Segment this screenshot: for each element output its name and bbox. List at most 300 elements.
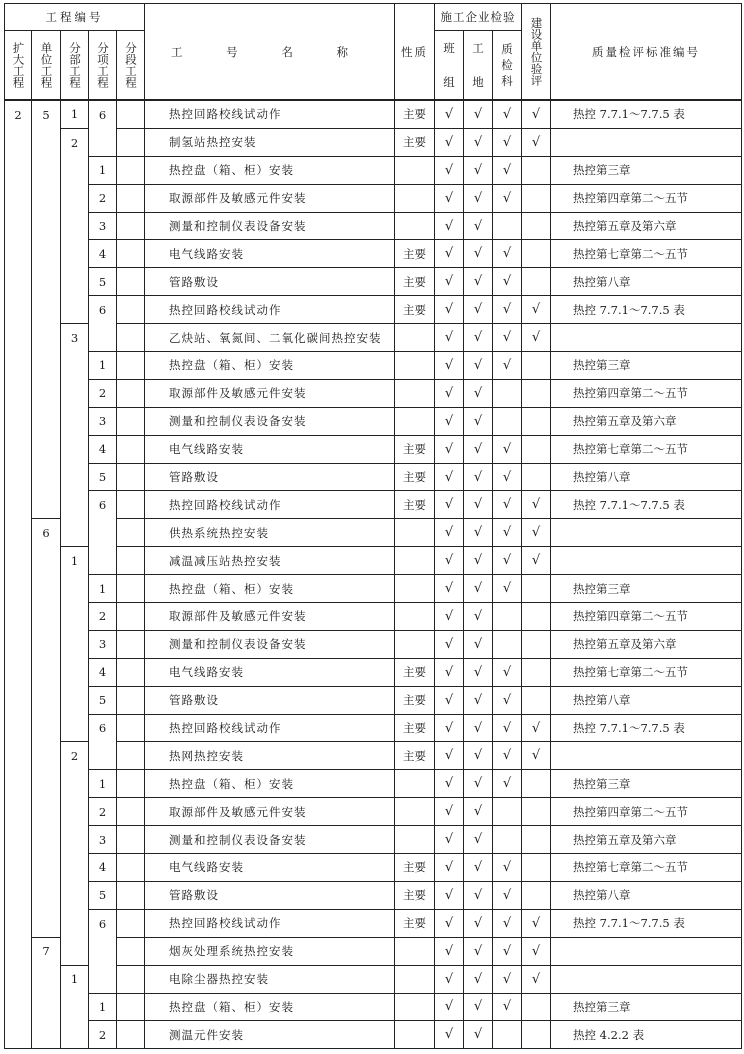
table-row <box>5 770 742 798</box>
header-fenduan: 分段工程 <box>117 31 145 101</box>
cell-zhijian <box>493 798 522 826</box>
cell-fenxiang: 3 <box>89 407 117 435</box>
cell-fenbu <box>61 240 89 268</box>
cell-zhijian <box>493 630 522 658</box>
cell-gongdi: √ <box>464 686 493 714</box>
cell-fenduan <box>117 993 145 1021</box>
cell-fenxiang: 4 <box>89 240 117 268</box>
header-danwei: 单位工程 <box>32 31 61 101</box>
cell-gongdi: √ <box>464 156 493 184</box>
cell-kuoda <box>5 686 32 714</box>
cell-nature <box>395 770 435 798</box>
cell-kuoda <box>5 575 32 603</box>
cell-zhijian: √ <box>493 658 522 686</box>
cell-fenbu <box>61 993 89 1021</box>
cell-fenxiang: 1 <box>89 352 117 380</box>
cell-fenbu: 2 <box>61 128 89 156</box>
cell-name: 热控回路校线试动作 <box>145 714 395 742</box>
cell-fenxiang <box>89 742 117 770</box>
cell-name: 热控回路校线试动作 <box>145 296 395 324</box>
cell-fenxiang: 2 <box>89 798 117 826</box>
cell-standard: 热控第三章 <box>551 352 742 380</box>
cell-kuoda <box>5 630 32 658</box>
cell-fenxiang: 1 <box>89 575 117 603</box>
cell-name: 制氢站热控安装 <box>145 128 395 156</box>
table-row <box>5 407 742 435</box>
cell-kuoda <box>5 547 32 575</box>
cell-fenbu <box>61 491 89 519</box>
cell-kuoda <box>5 352 32 380</box>
cell-name: 热控盘（箱、柜）安装 <box>145 770 395 798</box>
cell-fenduan <box>117 268 145 296</box>
cell-fenxiang: 2 <box>89 184 117 212</box>
cell-name: 热控盘（箱、柜）安装 <box>145 156 395 184</box>
cell-nature: 主要 <box>395 686 435 714</box>
cell-jianshe <box>522 407 551 435</box>
cell-nature <box>395 993 435 1021</box>
cell-fenbu <box>61 909 89 937</box>
cell-jianshe: √ <box>522 491 551 519</box>
cell-fenbu: 3 <box>61 324 89 352</box>
cell-nature: 主要 <box>395 240 435 268</box>
cell-name: 电气线路安装 <box>145 240 395 268</box>
cell-kuoda <box>5 184 32 212</box>
cell-fenduan <box>117 296 145 324</box>
cell-kuoda <box>5 519 32 547</box>
cell-fenbu <box>61 770 89 798</box>
table-row <box>5 379 742 407</box>
cell-gongdi: √ <box>464 379 493 407</box>
cell-gongdi: √ <box>464 491 493 519</box>
cell-nature <box>395 184 435 212</box>
cell-banzu: √ <box>435 240 464 268</box>
header-zhijian: 质 检 科 <box>493 31 522 101</box>
cell-fenxiang: 2 <box>89 1021 117 1049</box>
cell-nature: 主要 <box>395 658 435 686</box>
cell-zhijian: √ <box>493 128 522 156</box>
cell-fenxiang: 5 <box>89 686 117 714</box>
cell-zhijian: √ <box>493 854 522 882</box>
cell-fenxiang: 1 <box>89 156 117 184</box>
cell-kuoda <box>5 491 32 519</box>
cell-standard <box>551 128 742 156</box>
cell-standard: 热控第三章 <box>551 156 742 184</box>
cell-name: 管路敷设 <box>145 463 395 491</box>
cell-gongdi: √ <box>464 630 493 658</box>
cell-zhijian: √ <box>493 352 522 380</box>
cell-fenbu <box>61 603 89 631</box>
cell-kuoda <box>5 407 32 435</box>
cell-fenxiang <box>89 965 117 993</box>
cell-danwei <box>32 435 61 463</box>
cell-zhijian <box>493 603 522 631</box>
cell-fenbu <box>61 519 89 547</box>
cell-fenduan <box>117 630 145 658</box>
cell-jianshe <box>522 379 551 407</box>
cell-kuoda <box>5 881 32 909</box>
cell-gongdi: √ <box>464 826 493 854</box>
cell-nature <box>395 212 435 240</box>
cell-fenduan <box>117 156 145 184</box>
cell-standard: 热控第八章 <box>551 268 742 296</box>
header-construction-group: 施工企业检验 <box>435 4 522 31</box>
cell-gongdi: √ <box>464 268 493 296</box>
cell-fenduan <box>117 407 145 435</box>
table-row <box>5 268 742 296</box>
cell-gongdi: √ <box>464 547 493 575</box>
table-row <box>5 798 742 826</box>
cell-fenduan <box>117 128 145 156</box>
cell-fenbu <box>61 435 89 463</box>
cell-fenbu <box>61 268 89 296</box>
cell-jianshe <box>522 993 551 1021</box>
cell-gongdi: √ <box>464 993 493 1021</box>
cell-zhijian: √ <box>493 770 522 798</box>
cell-fenxiang <box>89 547 117 575</box>
cell-fenduan <box>117 937 145 965</box>
table-row <box>5 324 742 352</box>
header-owner-eval: 建设单位验评 <box>522 4 551 101</box>
cell-fenxiang: 2 <box>89 379 117 407</box>
table-row <box>5 881 742 909</box>
cell-danwei: 7 <box>32 937 61 965</box>
table-body <box>5 100 742 1049</box>
cell-danwei <box>32 352 61 380</box>
cell-zhijian: √ <box>493 296 522 324</box>
cell-gongdi: √ <box>464 575 493 603</box>
cell-fenbu <box>61 881 89 909</box>
cell-zhijian: √ <box>493 909 522 937</box>
cell-fenxiang: 1 <box>89 993 117 1021</box>
table-row <box>5 212 742 240</box>
cell-banzu: √ <box>435 798 464 826</box>
cell-nature: 主要 <box>395 435 435 463</box>
cell-banzu: √ <box>435 826 464 854</box>
cell-danwei <box>32 463 61 491</box>
cell-zhijian: √ <box>493 575 522 603</box>
cell-danwei <box>32 128 61 156</box>
table-row <box>5 128 742 156</box>
cell-gongdi: √ <box>464 463 493 491</box>
cell-gongdi: √ <box>464 296 493 324</box>
table-row <box>5 854 742 882</box>
cell-danwei <box>32 714 61 742</box>
cell-fenbu <box>61 1021 89 1049</box>
cell-zhijian: √ <box>493 965 522 993</box>
cell-standard: 热控第四章第二～五节 <box>551 603 742 631</box>
table-row <box>5 714 742 742</box>
header-fenbu: 分部工程 <box>61 31 89 101</box>
cell-fenbu <box>61 352 89 380</box>
cell-danwei <box>32 909 61 937</box>
table-row <box>5 965 742 993</box>
cell-fenduan <box>117 770 145 798</box>
cell-nature <box>395 324 435 352</box>
table-row <box>5 352 742 380</box>
table-row <box>5 826 742 854</box>
cell-standard <box>551 742 742 770</box>
cell-danwei <box>32 547 61 575</box>
cell-zhijian: √ <box>493 324 522 352</box>
cell-fenduan <box>117 491 145 519</box>
cell-zhijian: √ <box>493 686 522 714</box>
cell-fenduan <box>117 352 145 380</box>
cell-jianshe: √ <box>522 965 551 993</box>
header-nature: 性质 <box>395 4 435 101</box>
cell-standard: 热控第五章及第六章 <box>551 826 742 854</box>
cell-standard: 热控第五章及第六章 <box>551 407 742 435</box>
cell-fenduan <box>117 854 145 882</box>
cell-standard: 热控第四章第二～五节 <box>551 379 742 407</box>
cell-name: 测温元件安装 <box>145 1021 395 1049</box>
cell-danwei <box>32 1021 61 1049</box>
cell-name: 取源部件及敏感元件安装 <box>145 379 395 407</box>
cell-standard: 热控第八章 <box>551 463 742 491</box>
cell-danwei <box>32 603 61 631</box>
cell-gongdi: √ <box>464 184 493 212</box>
cell-fenxiang: 6 <box>89 714 117 742</box>
cell-name: 热控盘（箱、柜）安装 <box>145 993 395 1021</box>
cell-fenbu <box>61 937 89 965</box>
cell-fenbu <box>61 184 89 212</box>
cell-danwei <box>32 296 61 324</box>
cell-danwei <box>32 491 61 519</box>
cell-gongdi: √ <box>464 352 493 380</box>
cell-standard: 热控第七章第二～五节 <box>551 658 742 686</box>
cell-zhijian <box>493 407 522 435</box>
cell-zhijian: √ <box>493 268 522 296</box>
cell-fenduan <box>117 463 145 491</box>
cell-name: 供热系统热控安装 <box>145 519 395 547</box>
cell-fenbu <box>61 658 89 686</box>
cell-gongdi: √ <box>464 435 493 463</box>
header-kuoda: 扩大工程 <box>5 31 32 101</box>
cell-nature <box>395 379 435 407</box>
cell-nature <box>395 603 435 631</box>
table-row <box>5 463 742 491</box>
cell-danwei <box>32 379 61 407</box>
cell-zhijian: √ <box>493 184 522 212</box>
cell-banzu: √ <box>435 575 464 603</box>
cell-banzu: √ <box>435 435 464 463</box>
table-row <box>5 630 742 658</box>
cell-fenbu <box>61 686 89 714</box>
table-row <box>5 993 742 1021</box>
cell-banzu: √ <box>435 296 464 324</box>
cell-danwei <box>32 658 61 686</box>
cell-banzu: √ <box>435 519 464 547</box>
cell-standard: 热控第七章第二～五节 <box>551 240 742 268</box>
cell-gongdi: √ <box>464 937 493 965</box>
cell-standard: 热控第三章 <box>551 575 742 603</box>
cell-kuoda <box>5 826 32 854</box>
cell-standard: 热控 7.7.1～7.7.5 表 <box>551 296 742 324</box>
cell-kuoda <box>5 379 32 407</box>
table-row <box>5 100 742 128</box>
cell-danwei <box>32 993 61 1021</box>
cell-name: 热控盘（箱、柜）安装 <box>145 575 395 603</box>
cell-banzu: √ <box>435 463 464 491</box>
table-row <box>5 658 742 686</box>
table-row <box>5 547 742 575</box>
cell-standard: 热控第七章第二～五节 <box>551 854 742 882</box>
header-group-number: 工程编号 <box>5 4 145 31</box>
cell-standard <box>551 519 742 547</box>
cell-name: 热控回路校线试动作 <box>145 100 395 128</box>
cell-gongdi: √ <box>464 212 493 240</box>
cell-name: 取源部件及敏感元件安装 <box>145 798 395 826</box>
cell-fenbu <box>61 854 89 882</box>
table-row <box>5 603 742 631</box>
cell-banzu: √ <box>435 156 464 184</box>
cell-fenduan <box>117 379 145 407</box>
cell-jianshe <box>522 575 551 603</box>
cell-danwei <box>32 324 61 352</box>
cell-nature: 主要 <box>395 463 435 491</box>
cell-fenduan <box>117 965 145 993</box>
cell-fenduan <box>117 714 145 742</box>
cell-kuoda <box>5 770 32 798</box>
cell-zhijian: √ <box>493 240 522 268</box>
cell-jianshe <box>522 770 551 798</box>
cell-standard: 热控第八章 <box>551 686 742 714</box>
cell-zhijian: √ <box>493 491 522 519</box>
cell-jianshe <box>522 352 551 380</box>
cell-name: 管路敷设 <box>145 686 395 714</box>
cell-zhijian: √ <box>493 742 522 770</box>
cell-danwei <box>32 965 61 993</box>
cell-fenduan <box>117 658 145 686</box>
cell-fenxiang: 3 <box>89 212 117 240</box>
cell-gongdi: √ <box>464 742 493 770</box>
cell-nature <box>395 407 435 435</box>
cell-kuoda <box>5 937 32 965</box>
cell-danwei <box>32 770 61 798</box>
cell-jianshe: √ <box>522 547 551 575</box>
cell-banzu: √ <box>435 881 464 909</box>
cell-kuoda <box>5 324 32 352</box>
cell-jianshe: √ <box>522 742 551 770</box>
cell-nature <box>395 352 435 380</box>
cell-danwei: 5 <box>32 100 61 128</box>
header-name: 工 号 名 称 <box>145 4 395 101</box>
cell-jianshe: √ <box>522 937 551 965</box>
cell-banzu: √ <box>435 714 464 742</box>
cell-kuoda <box>5 156 32 184</box>
cell-fenbu <box>61 463 89 491</box>
cell-banzu: √ <box>435 100 464 128</box>
cell-gongdi: √ <box>464 854 493 882</box>
cell-fenxiang: 5 <box>89 881 117 909</box>
cell-jianshe: √ <box>522 100 551 128</box>
cell-kuoda <box>5 993 32 1021</box>
cell-standard <box>551 965 742 993</box>
cell-banzu: √ <box>435 909 464 937</box>
cell-gongdi: √ <box>464 714 493 742</box>
cell-name: 取源部件及敏感元件安装 <box>145 184 395 212</box>
cell-banzu: √ <box>435 658 464 686</box>
cell-danwei <box>32 575 61 603</box>
cell-zhijian: √ <box>493 435 522 463</box>
cell-kuoda <box>5 212 32 240</box>
cell-zhijian: √ <box>493 547 522 575</box>
cell-nature <box>395 519 435 547</box>
cell-gongdi: √ <box>464 240 493 268</box>
cell-standard: 热控 7.7.1～7.7.5 表 <box>551 100 742 128</box>
cell-fenbu <box>61 407 89 435</box>
cell-gongdi: √ <box>464 658 493 686</box>
cell-kuoda <box>5 742 32 770</box>
cell-banzu: √ <box>435 742 464 770</box>
cell-nature: 主要 <box>395 296 435 324</box>
cell-standard <box>551 324 742 352</box>
cell-jianshe <box>522 156 551 184</box>
cell-nature <box>395 575 435 603</box>
cell-fenxiang <box>89 937 117 965</box>
cell-kuoda <box>5 240 32 268</box>
cell-banzu: √ <box>435 965 464 993</box>
cell-name: 测量和控制仪表设备安装 <box>145 212 395 240</box>
cell-jianshe: √ <box>522 324 551 352</box>
cell-standard <box>551 937 742 965</box>
cell-banzu: √ <box>435 686 464 714</box>
cell-banzu: √ <box>435 268 464 296</box>
cell-danwei <box>32 742 61 770</box>
cell-danwei <box>32 686 61 714</box>
cell-jianshe: √ <box>522 714 551 742</box>
cell-jianshe <box>522 630 551 658</box>
cell-name: 测量和控制仪表设备安装 <box>145 826 395 854</box>
cell-fenxiang: 6 <box>89 909 117 937</box>
cell-kuoda <box>5 658 32 686</box>
cell-fenxiang: 4 <box>89 854 117 882</box>
cell-jianshe <box>522 184 551 212</box>
cell-fenxiang <box>89 128 117 156</box>
cell-jianshe: √ <box>522 128 551 156</box>
cell-kuoda <box>5 854 32 882</box>
cell-nature: 主要 <box>395 854 435 882</box>
cell-jianshe <box>522 854 551 882</box>
cell-zhijian: √ <box>493 714 522 742</box>
cell-name: 取源部件及敏感元件安装 <box>145 603 395 631</box>
cell-fenxiang: 3 <box>89 826 117 854</box>
table-row <box>5 742 742 770</box>
cell-banzu: √ <box>435 1021 464 1049</box>
cell-name: 管路敷设 <box>145 881 395 909</box>
cell-danwei <box>32 240 61 268</box>
cell-fenduan <box>117 435 145 463</box>
cell-nature <box>395 547 435 575</box>
cell-jianshe <box>522 686 551 714</box>
cell-name: 乙炔站、氧氮间、二氧化碳间热控安装 <box>145 324 395 352</box>
cell-fenduan <box>117 212 145 240</box>
cell-zhijian: √ <box>493 993 522 1021</box>
cell-banzu: √ <box>435 770 464 798</box>
cell-kuoda <box>5 435 32 463</box>
cell-banzu: √ <box>435 491 464 519</box>
cell-name: 测量和控制仪表设备安装 <box>145 407 395 435</box>
cell-fenduan <box>117 742 145 770</box>
cell-danwei <box>32 826 61 854</box>
cell-nature <box>395 826 435 854</box>
cell-nature: 主要 <box>395 100 435 128</box>
cell-nature <box>395 630 435 658</box>
cell-banzu: √ <box>435 603 464 631</box>
cell-fenbu: 2 <box>61 742 89 770</box>
header-banzu: 班 组 <box>435 31 464 101</box>
cell-nature <box>395 798 435 826</box>
cell-nature <box>395 937 435 965</box>
